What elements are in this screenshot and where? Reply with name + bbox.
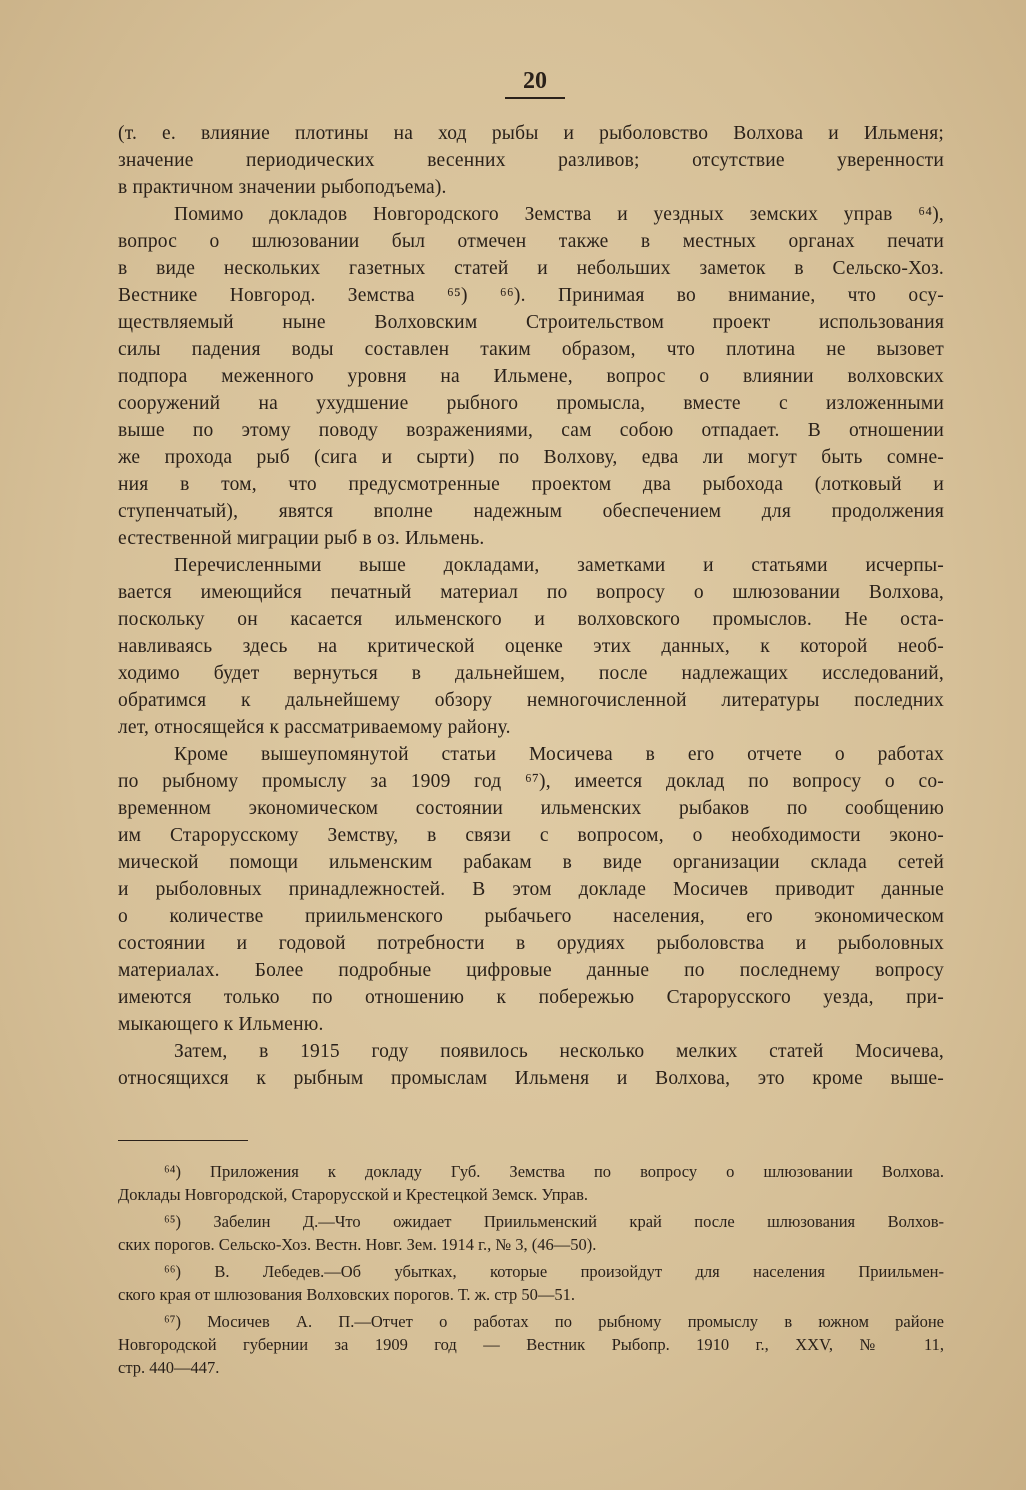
text-line: ния в том, что предусмотренные проектом два рыбохода (лотковый и — [118, 474, 944, 495]
text-line: относящихся к рыбным промыслам Ильменя и Волхова, это кроме выше- — [118, 1068, 944, 1089]
text-line: Кроме вышеупомянутой статьи Мосичева в его отчете о работах — [174, 744, 944, 765]
text-line: Затем, в 1915 году появилось несколько мелких статей Мосичева, — [174, 1041, 944, 1062]
text-line: Вестнике Новгород. Земства ⁶⁵) ⁶⁶). Принимая во внимание, что осу- — [118, 285, 944, 306]
text-line: мической помощи ильменским рабакам в виде организации склада сетей — [118, 852, 944, 873]
text-line: значение периодических весенних разливов; отсутствие уверенности — [118, 150, 944, 171]
footnote-line: Новгородской губернии за 1909 год — Вестник Рыбопр. 1910 г., XXV, № 11, — [118, 1335, 944, 1354]
footnote-line: Доклады Новгородской, Старорусской и Крестецкой Земск. Управ. — [118, 1185, 589, 1204]
text-line: обратимся к дальнейшему обзору немногочисленной литературы последних — [118, 690, 944, 711]
footnotes — [118, 1160, 944, 1379]
text-line: силы падения воды составлен таким образом, что плотина не вызовет — [118, 339, 944, 360]
main-text — [118, 120, 944, 1092]
text-line: Перечисленными выше докладами, заметками и статьями исчерпы- — [174, 555, 944, 576]
footnote — [118, 1160, 944, 1206]
footnote-line: ских порогов. Сельско-Хоз. Вестн. Новг. Зем. 1914 г., № 3, (46—50). — [118, 1235, 597, 1254]
text-line: в практичном значении рыбоподъема). — [118, 177, 447, 198]
text-line: о количестве приильменского рыбачьего населения, его экономическом — [118, 906, 944, 927]
text-line: Помимо докладов Новгородского Земства и уездных земских управ ⁶⁴), — [174, 204, 944, 225]
text-line: вается имеющийся печатный материал по вопросу о шлюзовании Волхова, — [118, 582, 944, 603]
text-line: вопрос о шлюзовании был отмечен также в местных органах печати — [118, 231, 944, 252]
text-line: мыкающего к Ильменю. — [118, 1014, 324, 1035]
text-line: ходимо будет вернуться в дальнейшем, после надлежащих исследований, — [118, 663, 944, 684]
footnote-line: ⁶⁵) Забелин Д.—Что ожидает Приильменский край после шлюзования Волхов- — [164, 1212, 944, 1231]
text-line: ступенчатый), явятся вполне надежным обеспечением для продолжения — [118, 501, 944, 522]
text-line: естественной миграции рыб в оз. Ильмень. — [118, 528, 485, 549]
text-line: выше по этому поводу возражениями, сам собою отпадает. В отношении — [118, 420, 944, 441]
footnote — [118, 1310, 944, 1379]
text-line: временном экономическом состоянии ильменских рыбаков по сообщению — [118, 798, 944, 819]
footnote-line: ского края от шлюзования Волховских порогов. Т. ж. стр 50—51. — [118, 1285, 576, 1304]
footnote-line: ⁶⁷) Мосичев А. П.—Отчет о работах по рыбному промыслу в южном районе — [164, 1312, 944, 1331]
text-line: поскольку он касается ильменского и волховского промыслов. Не оста- — [118, 609, 944, 630]
page-number: 20 — [505, 68, 565, 99]
footnote-line: ⁶⁴) Приложения к докладу Губ. Земства по вопросу о шлюзовании Волхова. — [164, 1162, 944, 1181]
text-line: лет, относящейся к рассматриваемому району. — [118, 717, 511, 738]
footnote-line: ⁶⁶) В. Лебедев.—Об убытках, которые произойдут для населения Приильмен- — [164, 1262, 944, 1281]
text-line: подпора меженного уровня на Ильмене, вопрос о влиянии волховских — [118, 366, 944, 387]
text-line: навливаясь здесь на критической оценке этих данных, к которой необ- — [118, 636, 944, 657]
text-line: (т. е. влияние плотины на ход рыбы и рыболовство Волхова и Ильменя; — [118, 123, 944, 144]
footnote-divider — [118, 1140, 248, 1141]
footnote — [118, 1210, 944, 1256]
text-line: в виде нескольких газетных статей и небольших заметок в Сельско-Хоз. — [118, 258, 944, 279]
text-line: материалах. Более подробные цифровые данные по последнему вопросу — [118, 960, 944, 981]
text-line: сооружений на ухудшение рыбного промысла, вместе с изложенными — [118, 393, 944, 414]
footnote-line: стр. 440—447. — [118, 1358, 220, 1377]
footnote — [118, 1260, 944, 1306]
text-line: имеются только по отношению к побережью Старорусского уезда, при- — [118, 987, 944, 1008]
text-line: ществляемый ныне Волховским Строительством проект использования — [118, 312, 944, 333]
text-line: и рыболовных принадлежностей. В этом докладе Мосичев приводит данные — [118, 879, 944, 900]
text-line: состоянии и годовой потребности в орудиях рыболовства и рыболовных — [118, 933, 944, 954]
text-line: по рыбному промыслу за 1909 год ⁶⁷), имеется доклад по вопросу о со- — [118, 771, 944, 792]
text-line: им Старорусскому Земству, в связи с вопросом, о необходимости эконо- — [118, 825, 944, 846]
text-line: же прохода рыб (сига и сырти) по Волхову, едва ли могут быть сомне- — [118, 447, 944, 468]
